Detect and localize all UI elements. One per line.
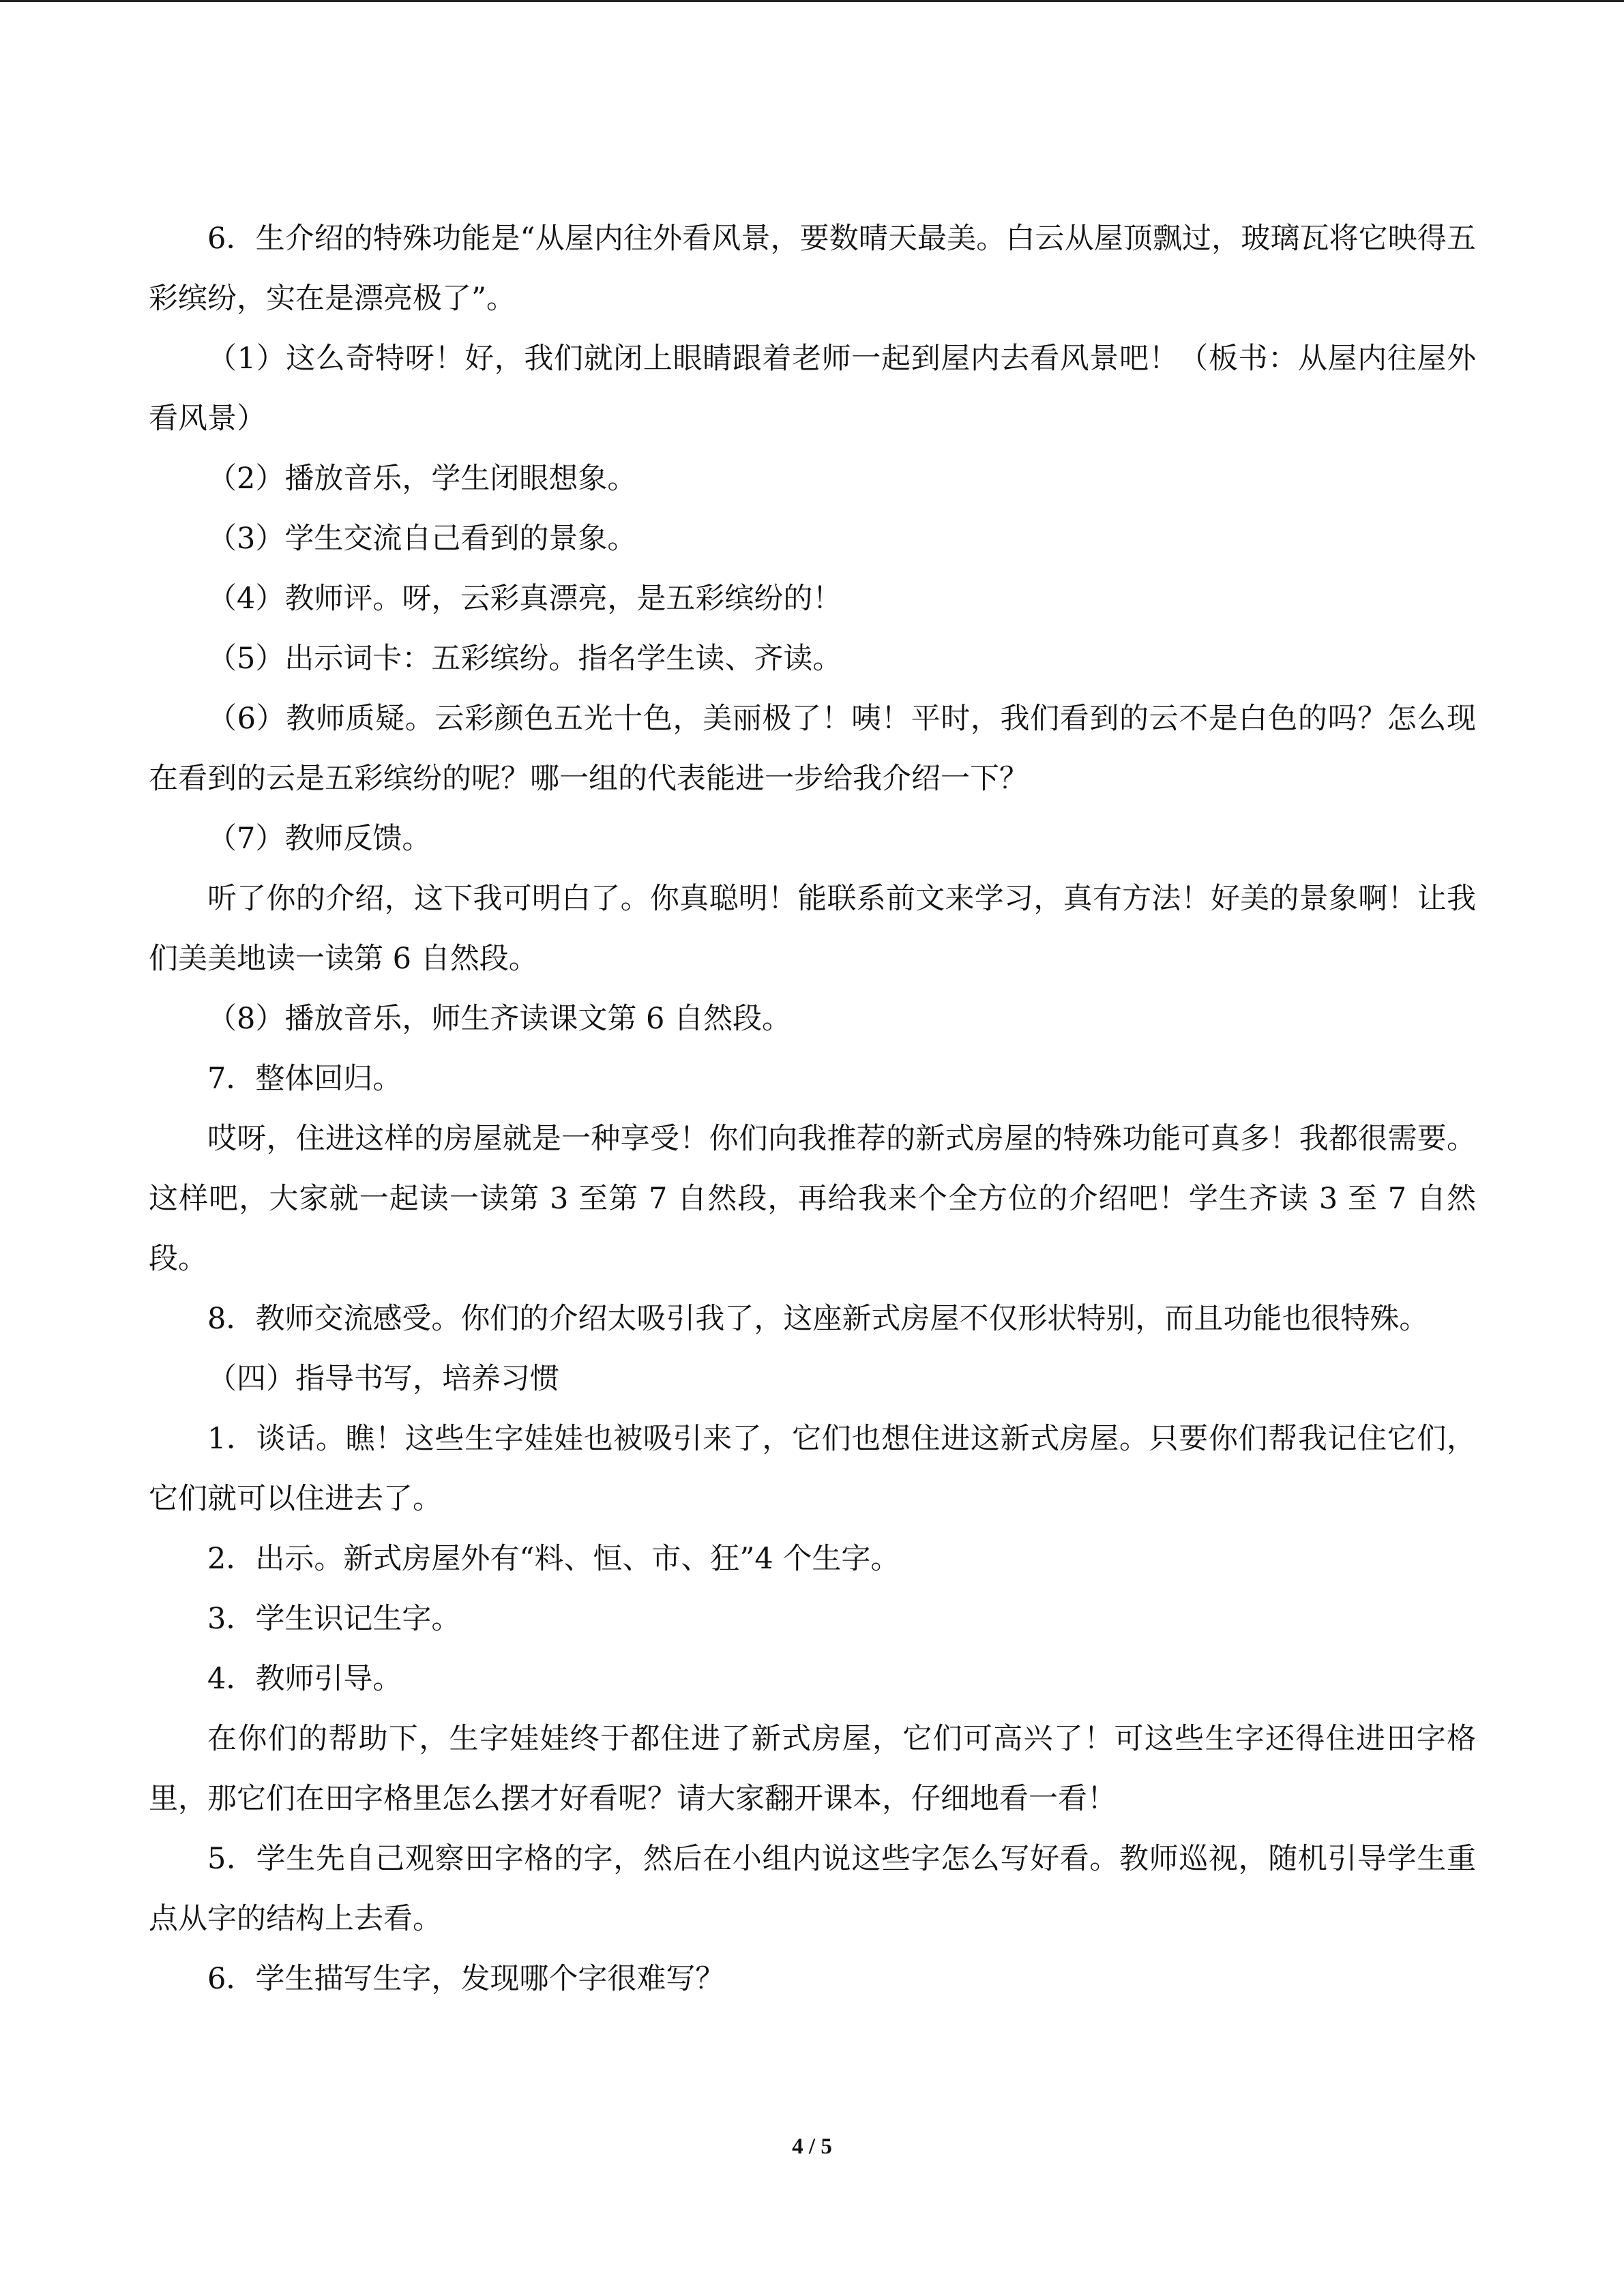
paragraph: （6）教师质疑。云彩颜色五光十色，美丽极了！咦！平时，我们看到的云不是白色的吗？怎么现在看到的云是五彩缤纷的呢？哪一组的代表能进一步给我介绍一下？ xyxy=(149,702,1476,796)
paragraph: （3）学生交流自己看到的景象。 xyxy=(207,522,637,556)
paragraph: 6．生介绍的特殊功能是“从屋内往外看风景，要数晴天最美。白云从屋顶飘过，玻璃瓦将它映得五彩缤纷，实在是漂亮极了”。 xyxy=(149,222,1476,316)
paragraph: 8．教师交流感受。你们的介绍太吸引我了，这座新式房屋不仅形状特别，而且功能也很特殊。 xyxy=(207,1302,1429,1336)
paragraph: 在你们的帮助下，生字娃娃终于都住进了新式房屋，它们可高兴了！可这些生字还得住进田字格里，那它们在田字格里怎么摆才好看呢？请大家翻开课本，仔细地看一看！ xyxy=(149,1722,1476,1816)
paragraph: 4．教师引导。 xyxy=(207,1662,402,1696)
paragraph: （8）播放音乐，师生齐读课文第 6 自然段。 xyxy=(207,1002,792,1036)
section-heading: （四）指导书写，培养习惯 xyxy=(207,1362,559,1396)
paragraph: （7）教师反馈。 xyxy=(207,822,432,856)
paragraph: 1．谈话。瞧！这些生字娃娃也被吸引来了，它们也想住进这新式房屋。只要你们帮我记住它们，它们就可以住进去了。 xyxy=(149,1422,1476,1516)
paragraph: 哎呀，住进这样的房屋就是一种享受！你们向我推荐的新式房屋的特殊功能可真多！我都很需要。这样吧，大家就一起读一读第 3 至第 7 自然段，再给我来个全方位的介绍吧！学生齐读 3 至 7 自然段。 xyxy=(149,1122,1476,1276)
paragraph: （4）教师评。呀，云彩真漂亮，是五彩缤纷的！ xyxy=(207,582,842,616)
paragraph: 2．出示。新式房屋外有“料、恒、市、狂”4 个生字。 xyxy=(207,1542,900,1576)
paragraph: 3．学生识记生字。 xyxy=(207,1602,461,1636)
top-border-line xyxy=(0,0,1624,2)
paragraph: 5．学生先自己观察田字格的字，然后在小组内说这些字怎么写好看。教师巡视，随机引导学生重点从字的结构上去看。 xyxy=(149,1842,1476,1936)
paragraph: 7．整体回归。 xyxy=(207,1062,402,1096)
paragraph: 听了你的介绍，这下我可明白了。你真聪明！能联系前文来学习，真有方法！好美的景象啊！让我们美美地读一读第 6 自然段。 xyxy=(149,882,1476,976)
paragraph: （5）出示词卡：五彩缤纷。指名学生读、齐读。 xyxy=(207,642,842,676)
paragraph: （1）这么奇特呀！好，我们就闭上眼睛跟着老师一起到屋内去看风景吧！（板书：从屋内往屋外看风景） xyxy=(149,342,1476,436)
document-body xyxy=(149,209,1476,2009)
page-number: 4 / 5 xyxy=(792,2134,832,2159)
paragraph: 6．学生描写生字，发现哪个字很难写？ xyxy=(207,1962,725,1996)
paragraph: （2）播放音乐，学生闭眼想象。 xyxy=(207,462,637,496)
